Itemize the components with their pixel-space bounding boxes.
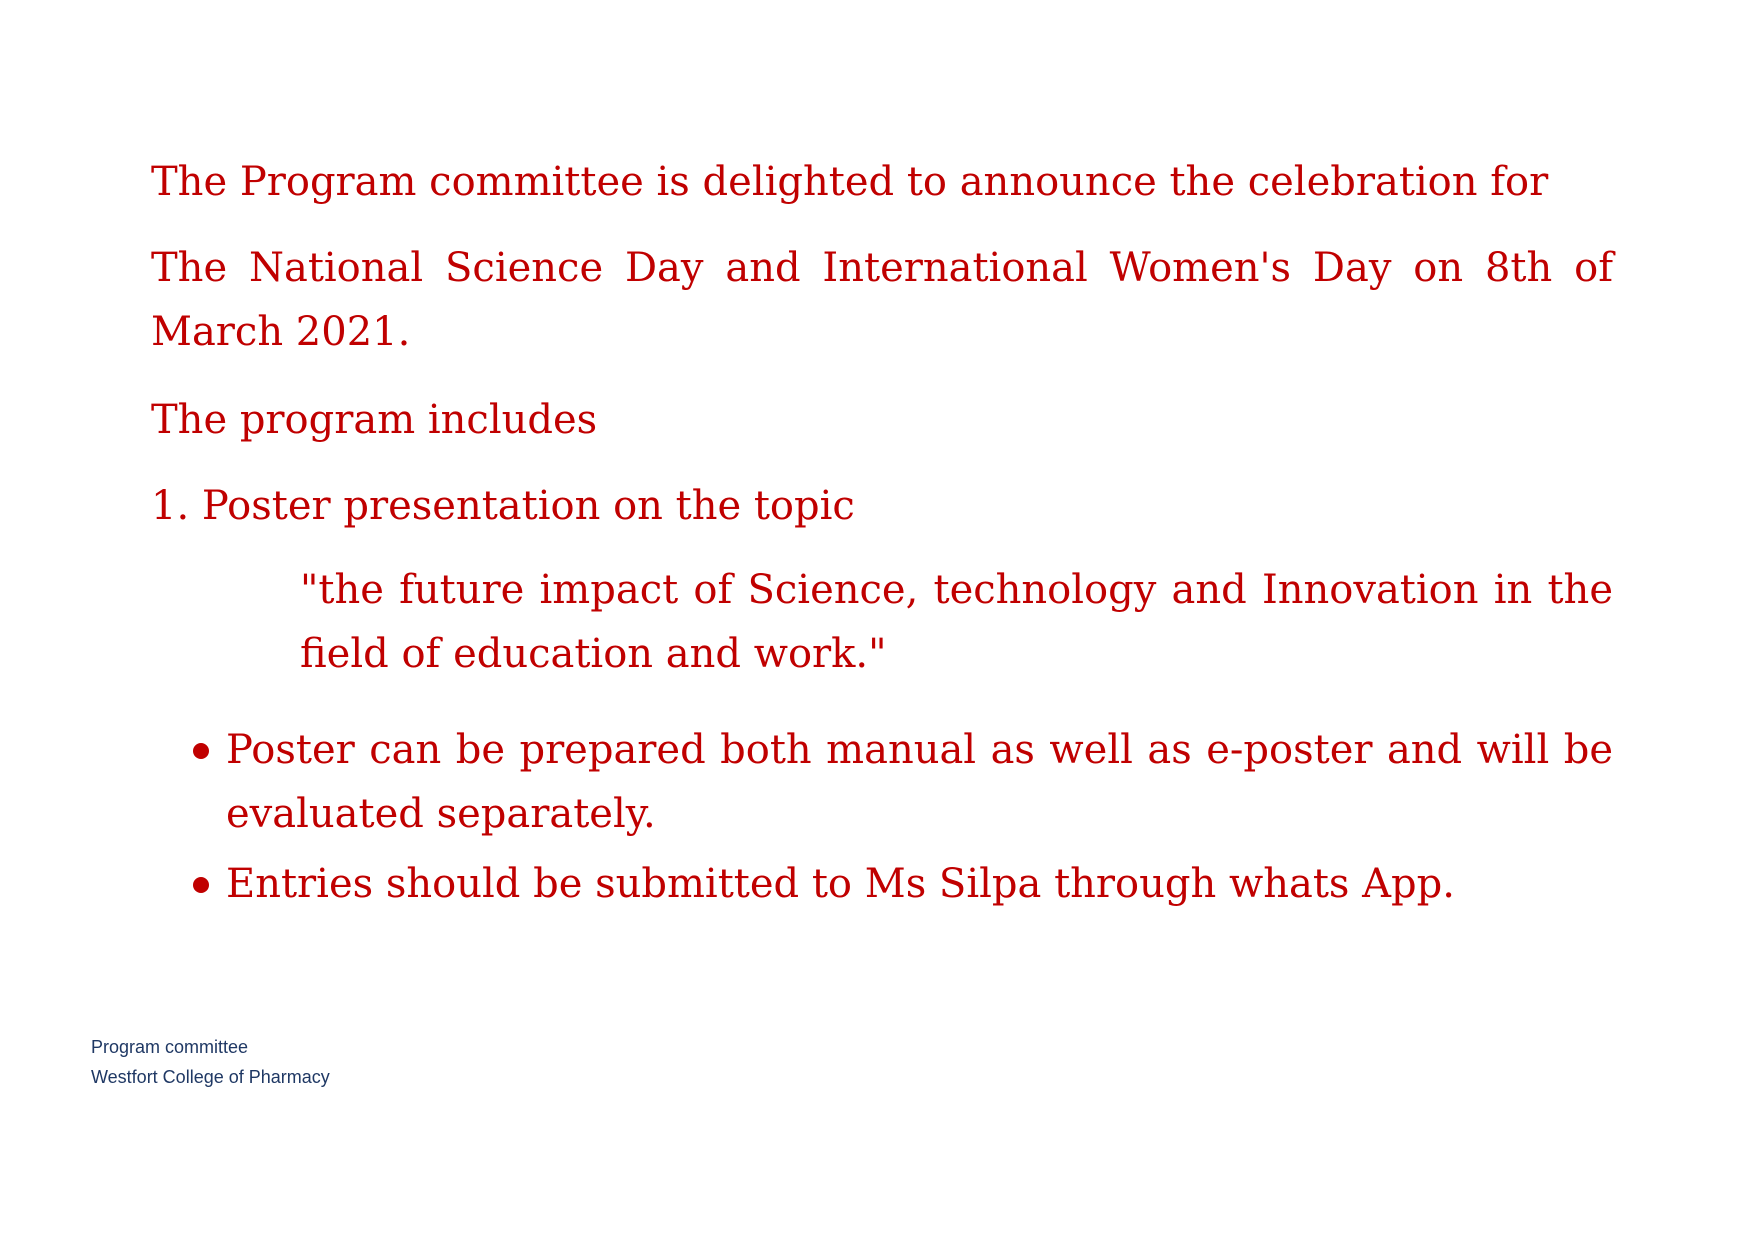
intro-line: The Program committee is delighted to announce the celebration for — [151, 159, 1549, 205]
list-item — [151, 852, 1613, 916]
bullet-icon — [193, 877, 209, 893]
footer-signature — [91, 1032, 330, 1092]
list-item — [151, 718, 1613, 846]
footer-college: Westfort College of Pharmacy — [91, 1067, 330, 1087]
bullet-icon — [193, 743, 209, 759]
event-line: The National Science Day and International Women's Day on 8th of March 2021. — [151, 245, 1613, 355]
program-includes-line: The program includes — [151, 397, 598, 443]
program-item-1: 1. Poster presentation on the topic — [151, 483, 855, 529]
bullet-text: Entries should be submitted to Ms Silpa through whats App. — [226, 861, 1455, 907]
guidelines-list — [151, 718, 1613, 922]
footer-committee: Program committee — [91, 1037, 249, 1057]
bullet-text: Poster can be prepared both manual as well as e-poster and will be evaluated separately. — [226, 727, 1613, 837]
topic-quote: "the future impact of Science, technology and Innovation in the field of education and work." — [300, 567, 1613, 677]
